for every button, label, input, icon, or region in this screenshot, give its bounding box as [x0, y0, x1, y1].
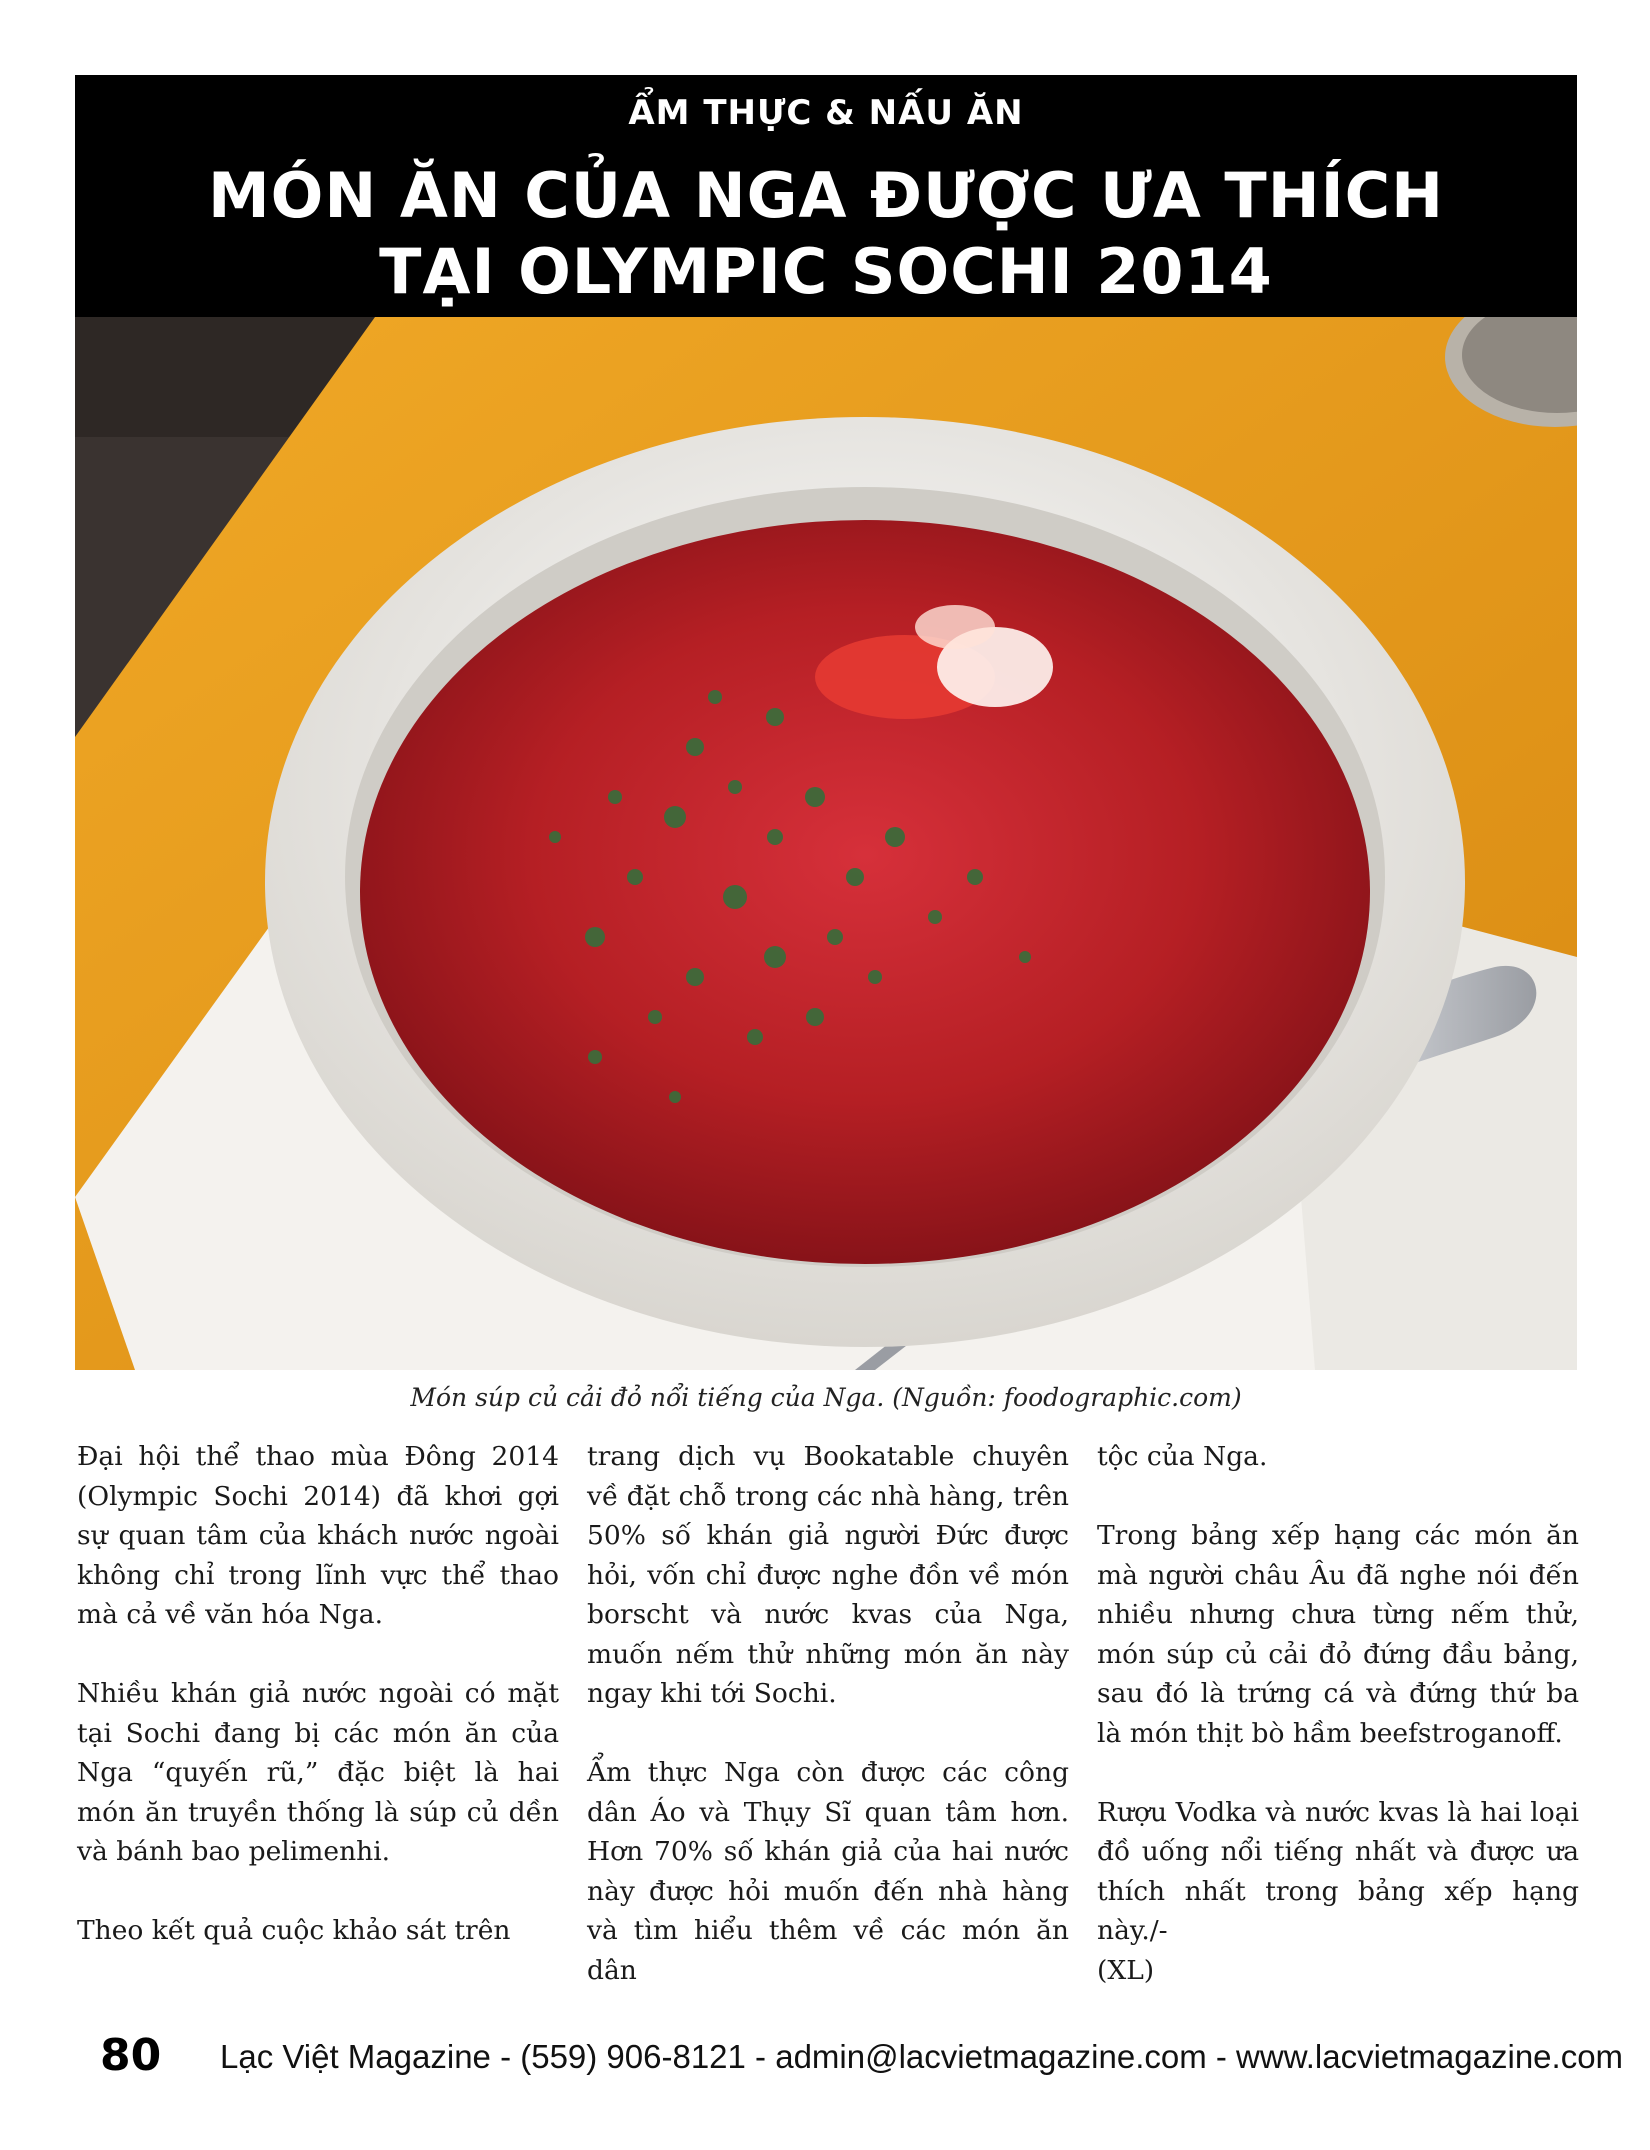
paragraph: Ẩm thực Nga còn được các công dân Áo và Thụy Sĩ quan tâm hơn. Hơn 70% số khán giả của hai nước này được hỏi muốn đến nhà hàng và tìm hiểu thêm về các món ăn dân: [587, 1757, 1069, 1986]
paragraph: Nhiều khán giả nước ngoài có mặt tại Sochi đang bị các món ăn của Nga “quyến rũ,” đặc biệt là hai món ăn truyền thống là súp củ dền và bánh bao pelimenhi.: [77, 1678, 559, 1867]
section-label: ẨM THỰC & NẤU ĂN: [628, 93, 1024, 133]
paragraph: Trong bảng xếp hạng các món ăn mà người châu Âu đã nghe nói đến nhiều nhưng chưa từng nếm thử, món súp củ cải đỏ đứng đầu bảng, sau đó là trứng cá và đứng thứ ba là món thịt bò hầm beefstroganoff.: [1097, 1520, 1579, 1749]
footer-contact: Lạc Việt Magazine - (559) 906-8121 - admin@lacvietmagazine.com - www.lacvietmagazine.com: [220, 2038, 1624, 2075]
paragraph: Theo kết quả cuộc khảo sát trên: [77, 1915, 511, 1946]
page-number: 80: [100, 2030, 162, 2081]
author-signature: (XL): [1097, 1954, 1155, 1986]
article-column-2: [587, 1437, 1069, 2030]
paragraph: Rượu Vodka và nước kvas là hai loại đồ uống nổi tiếng nhất và được ưa thích nhất trong bảng xếp hạng này./-: [1097, 1796, 1579, 1946]
paragraph: tộc của Nga.: [1097, 1441, 1268, 1472]
article-column-1: [77, 1437, 559, 1990]
borscht-photo: [75, 317, 1577, 1370]
paragraph: trang dịch vụ Bookatable chuyên về đặt chỗ trong các nhà hàng, trên 50% số khán giả người Đức được hỏi, vốn chỉ được nghe đồn về món borscht và nước kvas của Nga, muốn nếm thử những món ăn này ngay khi tới Sochi.: [587, 1441, 1069, 1709]
paragraph: Đại hội thể thao mùa Đông 2014 (Olympic Sochi 2014) đã khơi gợi sự quan tâm của khách nước ngoài không chỉ trong lĩnh vực thể thao mà cả về văn hóa Nga.: [77, 1441, 559, 1630]
headline-line-2: TẠI OLYMPIC SOCHI 2014: [379, 235, 1273, 308]
header-band: [75, 75, 1577, 317]
headline-line-1: MÓN ĂN CỦA NGA ĐƯỢC ƯA THÍCH: [207, 159, 1445, 232]
photo-caption: Món súp củ cải đỏ nổi tiếng của Nga. (Nguồn: foodographic.com): [410, 1383, 1242, 1412]
article-column-3: [1097, 1437, 1579, 1990]
